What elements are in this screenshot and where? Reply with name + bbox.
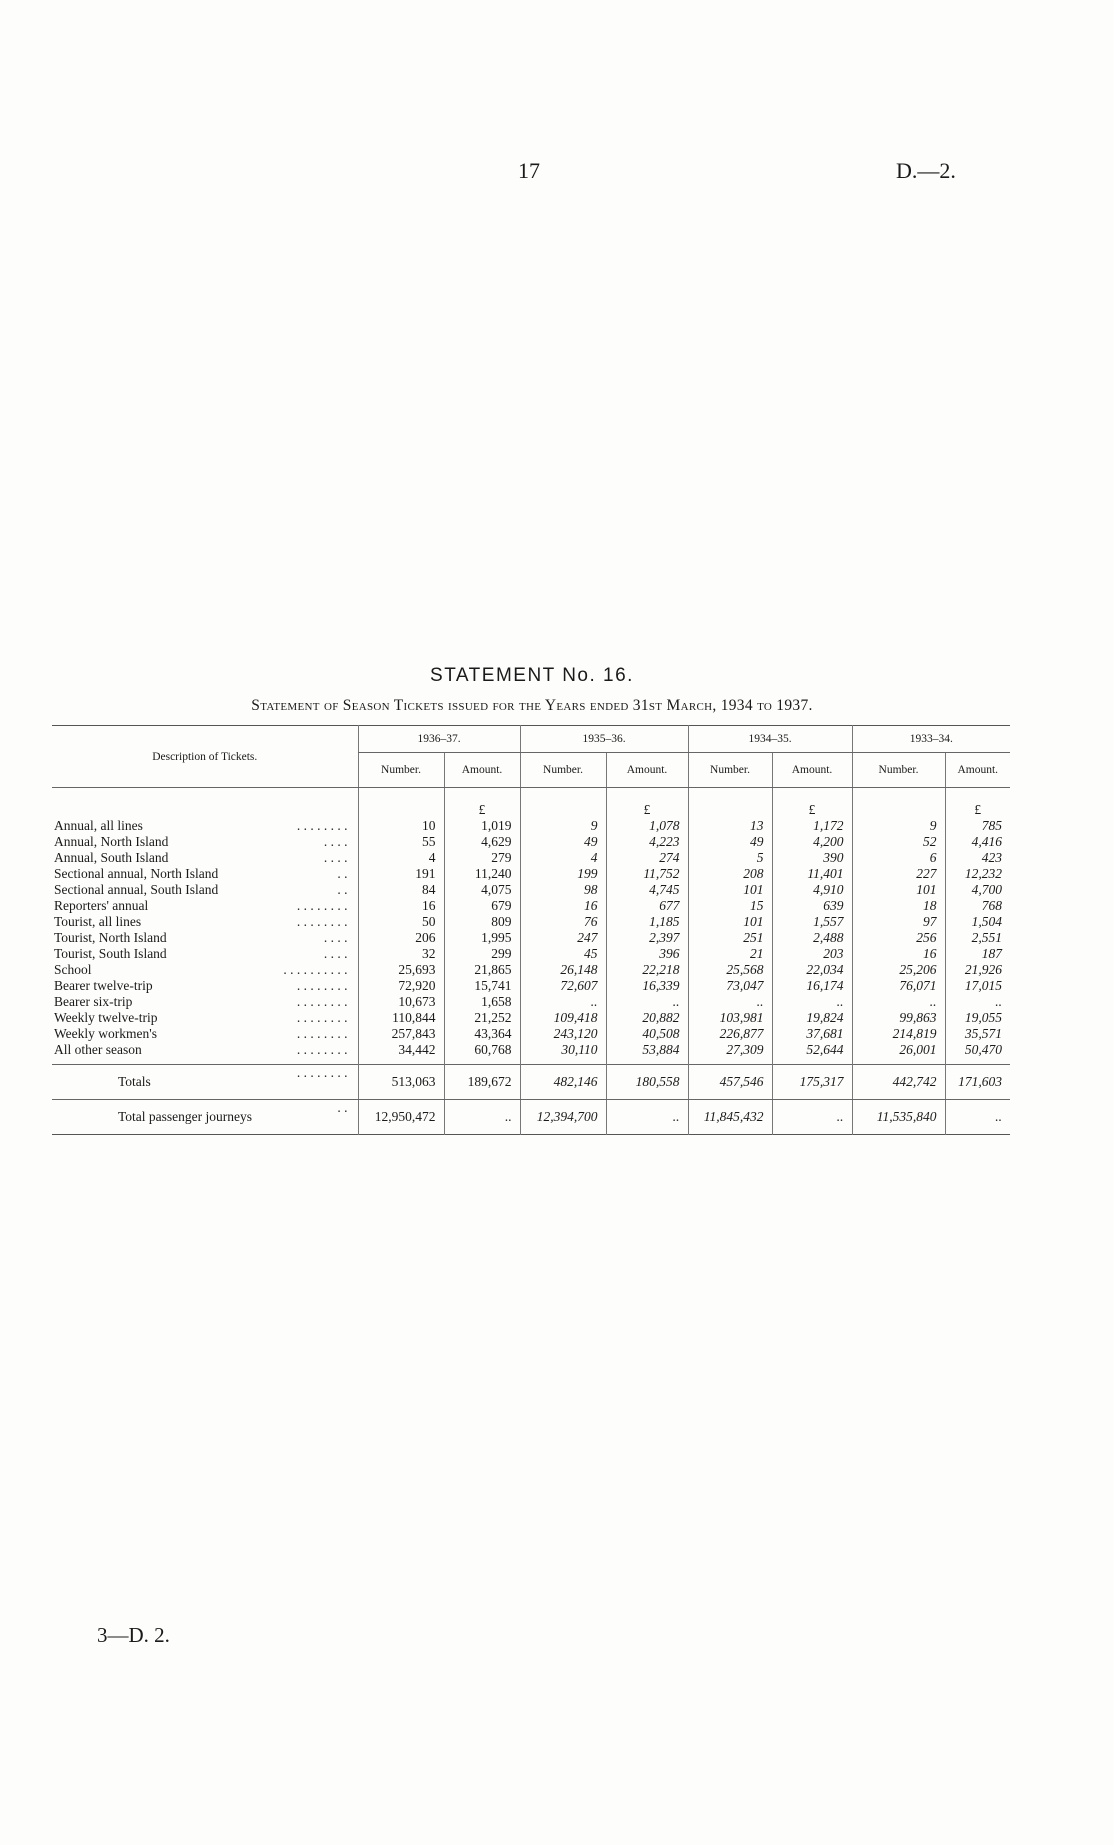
number-cell: 257,843 bbox=[358, 1026, 444, 1042]
number-cell: 26,001 bbox=[852, 1042, 945, 1058]
row-label: All other season bbox=[54, 1042, 142, 1057]
row-description bbox=[52, 994, 358, 1010]
amount-cell: 768 bbox=[945, 898, 1010, 914]
amount-cell: 50,470 bbox=[945, 1042, 1010, 1058]
row-description bbox=[52, 914, 358, 930]
amount-cell: 1,557 bbox=[772, 914, 852, 930]
amount-cell: 15,741 bbox=[444, 978, 520, 994]
number-cell: 76 bbox=[520, 914, 606, 930]
row-label: Bearer six-trip bbox=[54, 994, 133, 1009]
number-cell: 13 bbox=[688, 818, 772, 834]
row-label: Weekly workmen's bbox=[54, 1026, 157, 1041]
number-cell: 10,673 bbox=[358, 994, 444, 1010]
amount-cell: 12,232 bbox=[945, 866, 1010, 882]
number-cell: 16 bbox=[358, 898, 444, 914]
number-cell: 103,981 bbox=[688, 1010, 772, 1026]
amount-cell: 1,019 bbox=[444, 818, 520, 834]
number-cell: 25,568 bbox=[688, 962, 772, 978]
leader-dots: . . bbox=[337, 882, 348, 897]
leader-dots: . . . . . . . . bbox=[296, 898, 348, 913]
number-cell: .. bbox=[520, 994, 606, 1010]
number-cell: 25,206 bbox=[852, 962, 945, 978]
number-cell: 97 bbox=[852, 914, 945, 930]
number-cell: 208 bbox=[688, 866, 772, 882]
number-cell: 16 bbox=[852, 946, 945, 962]
number-cell: 101 bbox=[852, 882, 945, 898]
number-cell: 52 bbox=[852, 834, 945, 850]
number-cell: 84 bbox=[358, 882, 444, 898]
page-number: 17 bbox=[518, 158, 540, 183]
table-row bbox=[52, 882, 1010, 898]
leader-dots: . . . . bbox=[323, 834, 348, 849]
number-cell: 247 bbox=[520, 930, 606, 946]
amount-cell: 4,700 bbox=[945, 882, 1010, 898]
amount-cell: .. bbox=[772, 1100, 852, 1135]
amount-cell: 21,252 bbox=[444, 1010, 520, 1026]
amount-cell: 279 bbox=[444, 850, 520, 866]
row-label: Annual, South Island bbox=[54, 850, 169, 865]
row-label: Sectional annual, North Island bbox=[54, 866, 219, 881]
number-cell: 26,148 bbox=[520, 962, 606, 978]
number-cell: 11,845,432 bbox=[688, 1100, 772, 1135]
table-row bbox=[52, 1026, 1010, 1042]
row-label: School bbox=[54, 962, 92, 977]
number-cell: .. bbox=[688, 994, 772, 1010]
row-description bbox=[52, 866, 358, 882]
season-tickets-table bbox=[52, 725, 1010, 1135]
amount-cell: 17,015 bbox=[945, 978, 1010, 994]
table-row bbox=[52, 914, 1010, 930]
row-label: Annual, all lines bbox=[54, 818, 143, 833]
number-cell: 16 bbox=[520, 898, 606, 914]
number-column-header: Number. bbox=[520, 753, 606, 788]
leader-dots: . . bbox=[337, 866, 348, 881]
amount-cell: 180,558 bbox=[606, 1065, 688, 1100]
amount-cell: 4,745 bbox=[606, 882, 688, 898]
row-description bbox=[52, 930, 358, 946]
number-cell: 12,950,472 bbox=[358, 1100, 444, 1135]
amount-cell: 203 bbox=[772, 946, 852, 962]
table-row bbox=[52, 946, 1010, 962]
number-cell: 45 bbox=[520, 946, 606, 962]
statement-subtitle: Statement of Season Tickets issued for the Years ended 31st March, 1934 to 1937. bbox=[251, 697, 813, 714]
row-description bbox=[52, 818, 358, 834]
year-header-1934-35: 1934–35. bbox=[688, 726, 852, 753]
amount-column-header: Amount. bbox=[444, 753, 520, 788]
table-row bbox=[52, 898, 1010, 914]
amount-cell: 1,078 bbox=[606, 818, 688, 834]
number-cell: 15 bbox=[688, 898, 772, 914]
number-cell: 110,844 bbox=[358, 1010, 444, 1026]
table-row bbox=[52, 1010, 1010, 1026]
row-description bbox=[52, 1042, 358, 1058]
amount-cell: 274 bbox=[606, 850, 688, 866]
amount-cell: 4,629 bbox=[444, 834, 520, 850]
table-row bbox=[52, 1042, 1010, 1058]
number-cell: 226,877 bbox=[688, 1026, 772, 1042]
number-cell: 73,047 bbox=[688, 978, 772, 994]
table-row bbox=[52, 866, 1010, 882]
row-description bbox=[52, 1026, 358, 1042]
number-cell: 214,819 bbox=[852, 1026, 945, 1042]
year-header-1933-34: 1933–34. bbox=[852, 726, 1010, 753]
number-cell: 21 bbox=[688, 946, 772, 962]
amount-cell: 189,672 bbox=[444, 1065, 520, 1100]
amount-cell: .. bbox=[606, 994, 688, 1010]
number-cell: 513,063 bbox=[358, 1065, 444, 1100]
amount-column-header: Amount. bbox=[945, 753, 1010, 788]
number-cell: 50 bbox=[358, 914, 444, 930]
number-cell: 5 bbox=[688, 850, 772, 866]
number-cell: 101 bbox=[688, 914, 772, 930]
row-description bbox=[52, 978, 358, 994]
row-label: Tourist, North Island bbox=[54, 930, 167, 945]
amount-cell: 21,926 bbox=[945, 962, 1010, 978]
amount-cell: 390 bbox=[772, 850, 852, 866]
currency-symbol: £ bbox=[444, 802, 520, 818]
number-cell: 55 bbox=[358, 834, 444, 850]
number-cell: 4 bbox=[520, 850, 606, 866]
row-label: Tourist, South Island bbox=[54, 946, 167, 961]
number-cell: 34,442 bbox=[358, 1042, 444, 1058]
amount-cell: 35,571 bbox=[945, 1026, 1010, 1042]
amount-cell: 53,884 bbox=[606, 1042, 688, 1058]
number-cell: 191 bbox=[358, 866, 444, 882]
amount-cell: .. bbox=[945, 994, 1010, 1010]
row-label: Reporters' annual bbox=[54, 898, 149, 913]
number-cell: 442,742 bbox=[852, 1065, 945, 1100]
number-cell: 49 bbox=[688, 834, 772, 850]
amount-cell: 679 bbox=[444, 898, 520, 914]
row-label: Weekly twelve-trip bbox=[54, 1010, 158, 1025]
leader-dots: . . . . . . . . bbox=[296, 1010, 348, 1025]
year-header-1935-36: 1935–36. bbox=[520, 726, 688, 753]
amount-cell: 37,681 bbox=[772, 1026, 852, 1042]
leader-dots: . . . . . . . . bbox=[296, 1065, 348, 1080]
amount-cell: .. bbox=[606, 1100, 688, 1135]
number-cell: 6 bbox=[852, 850, 945, 866]
number-cell: 206 bbox=[358, 930, 444, 946]
number-column-header: Number. bbox=[358, 753, 444, 788]
number-cell: 18 bbox=[852, 898, 945, 914]
amount-cell: 43,364 bbox=[444, 1026, 520, 1042]
row-label: Annual, North Island bbox=[54, 834, 169, 849]
row-label: Sectional annual, South Island bbox=[54, 882, 219, 897]
number-cell: 109,418 bbox=[520, 1010, 606, 1026]
number-cell: 98 bbox=[520, 882, 606, 898]
document-code: D.—2. bbox=[896, 158, 956, 183]
leader-dots: . . . . . . . . bbox=[296, 818, 348, 833]
leader-dots: . . . . . . . . bbox=[296, 914, 348, 929]
amount-cell: .. bbox=[444, 1100, 520, 1135]
table-row bbox=[52, 1100, 1010, 1135]
row-description bbox=[52, 1065, 358, 1100]
currency-symbol: £ bbox=[772, 802, 852, 818]
row-description bbox=[52, 898, 358, 914]
amount-cell: .. bbox=[772, 994, 852, 1010]
number-cell: 243,120 bbox=[520, 1026, 606, 1042]
number-cell: 25,693 bbox=[358, 962, 444, 978]
year-header-1936-37: 1936–37. bbox=[358, 726, 520, 753]
row-label: Tourist, all lines bbox=[54, 914, 142, 929]
row-label: Bearer twelve-trip bbox=[54, 978, 153, 993]
row-description bbox=[52, 946, 358, 962]
amount-cell: 785 bbox=[945, 818, 1010, 834]
table-row bbox=[52, 834, 1010, 850]
row-description bbox=[52, 882, 358, 898]
number-cell: 199 bbox=[520, 866, 606, 882]
row-description bbox=[52, 850, 358, 866]
amount-column-header: Amount. bbox=[772, 753, 852, 788]
amount-cell: 1,185 bbox=[606, 914, 688, 930]
amount-cell: 1,995 bbox=[444, 930, 520, 946]
amount-cell: 40,508 bbox=[606, 1026, 688, 1042]
row-label: Totals bbox=[118, 1074, 151, 1089]
number-cell: 76,071 bbox=[852, 978, 945, 994]
leader-dots: . . . . bbox=[323, 946, 348, 961]
row-label: Total passenger journeys bbox=[118, 1109, 253, 1124]
number-cell: 457,546 bbox=[688, 1065, 772, 1100]
number-cell: 9 bbox=[852, 818, 945, 834]
number-cell: 482,146 bbox=[520, 1065, 606, 1100]
number-cell: 30,110 bbox=[520, 1042, 606, 1058]
table-row bbox=[52, 818, 1010, 834]
amount-cell: 19,055 bbox=[945, 1010, 1010, 1026]
number-cell: 9 bbox=[520, 818, 606, 834]
amount-cell: 52,644 bbox=[772, 1042, 852, 1058]
table-row bbox=[52, 930, 1010, 946]
number-cell: 49 bbox=[520, 834, 606, 850]
amount-cell: 22,034 bbox=[772, 962, 852, 978]
row-description bbox=[52, 962, 358, 978]
amount-cell: 2,488 bbox=[772, 930, 852, 946]
amount-cell: 809 bbox=[444, 914, 520, 930]
amount-cell: 4,910 bbox=[772, 882, 852, 898]
amount-cell: 4,200 bbox=[772, 834, 852, 850]
row-description bbox=[52, 834, 358, 850]
number-cell: 72,607 bbox=[520, 978, 606, 994]
amount-cell: 299 bbox=[444, 946, 520, 962]
number-cell: 72,920 bbox=[358, 978, 444, 994]
amount-cell: 677 bbox=[606, 898, 688, 914]
table-row bbox=[52, 978, 1010, 994]
amount-cell: 1,504 bbox=[945, 914, 1010, 930]
table-row bbox=[52, 1065, 1010, 1100]
leader-dots: . . . . . . . . . . bbox=[283, 962, 348, 977]
row-description bbox=[52, 1010, 358, 1026]
leader-dots: . . bbox=[337, 1100, 348, 1115]
leader-dots: . . . . . . . . bbox=[296, 994, 348, 1009]
amount-cell: 11,752 bbox=[606, 866, 688, 882]
leader-dots: . . . . . . . . bbox=[296, 1026, 348, 1041]
number-cell: 99,863 bbox=[852, 1010, 945, 1026]
leader-dots: . . . . . . . . bbox=[296, 1042, 348, 1057]
amount-cell: 175,317 bbox=[772, 1065, 852, 1100]
number-cell: 10 bbox=[358, 818, 444, 834]
amount-cell: 4,075 bbox=[444, 882, 520, 898]
amount-cell: 396 bbox=[606, 946, 688, 962]
description-header: Description of Tickets. bbox=[52, 726, 358, 788]
table-row bbox=[52, 850, 1010, 866]
amount-cell: 21,865 bbox=[444, 962, 520, 978]
number-cell: 12,394,700 bbox=[520, 1100, 606, 1135]
number-cell: 11,535,840 bbox=[852, 1100, 945, 1135]
leader-dots: . . . . . . . . bbox=[296, 978, 348, 993]
amount-cell: 19,824 bbox=[772, 1010, 852, 1026]
number-cell: 101 bbox=[688, 882, 772, 898]
amount-cell: 11,240 bbox=[444, 866, 520, 882]
leader-dots: . . . . bbox=[323, 850, 348, 865]
table-row bbox=[52, 994, 1010, 1010]
amount-cell: 4,416 bbox=[945, 834, 1010, 850]
amount-cell: 1,172 bbox=[772, 818, 852, 834]
amount-cell: 2,551 bbox=[945, 930, 1010, 946]
amount-cell: 1,658 bbox=[444, 994, 520, 1010]
number-cell: 32 bbox=[358, 946, 444, 962]
amount-cell: 187 bbox=[945, 946, 1010, 962]
table-row bbox=[52, 962, 1010, 978]
row-description bbox=[52, 1100, 358, 1135]
number-cell: 4 bbox=[358, 850, 444, 866]
number-cell: 256 bbox=[852, 930, 945, 946]
amount-cell: 639 bbox=[772, 898, 852, 914]
amount-cell: 423 bbox=[945, 850, 1010, 866]
amount-cell: 22,218 bbox=[606, 962, 688, 978]
number-cell: 251 bbox=[688, 930, 772, 946]
amount-cell: 11,401 bbox=[772, 866, 852, 882]
amount-cell: 60,768 bbox=[444, 1042, 520, 1058]
amount-cell: 16,339 bbox=[606, 978, 688, 994]
amount-cell: .. bbox=[945, 1100, 1010, 1135]
number-column-header: Number. bbox=[852, 753, 945, 788]
amount-cell: 4,223 bbox=[606, 834, 688, 850]
number-cell: .. bbox=[852, 994, 945, 1010]
amount-column-header: Amount. bbox=[606, 753, 688, 788]
number-column-header: Number. bbox=[688, 753, 772, 788]
footer-code: 3—D. 2. bbox=[97, 1623, 170, 1647]
number-cell: 27,309 bbox=[688, 1042, 772, 1058]
amount-cell: 2,397 bbox=[606, 930, 688, 946]
statement-title: STATEMENT No. 16. bbox=[430, 665, 634, 686]
amount-cell: 16,174 bbox=[772, 978, 852, 994]
amount-cell: 20,882 bbox=[606, 1010, 688, 1026]
amount-cell: 171,603 bbox=[945, 1065, 1010, 1100]
currency-symbol: £ bbox=[945, 802, 1010, 818]
currency-symbol: £ bbox=[606, 802, 688, 818]
leader-dots: . . . . bbox=[323, 930, 348, 945]
number-cell: 227 bbox=[852, 866, 945, 882]
